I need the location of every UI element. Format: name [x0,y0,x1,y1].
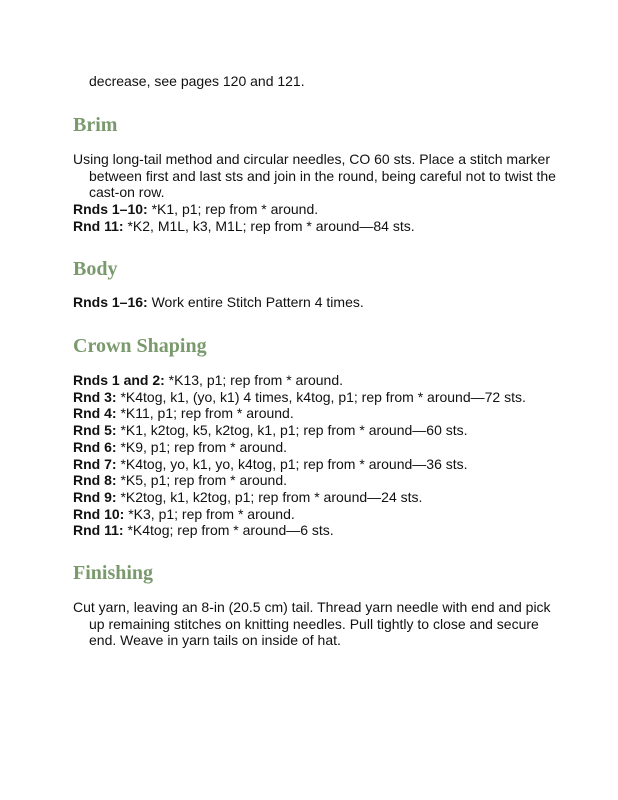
round-label: Rnds 1 and 2: [73,372,165,388]
round-instruction: *K4tog, yo, k1, yo, k4tog, p1; rep from * around—36 sts. [116,455,468,472]
round-row [73,456,553,473]
round-instruction: *K1, k2tog, k5, k2tog, k1, p1; rep from * around—60 sts. [116,422,468,439]
round-label: Rnd 8: [73,472,117,489]
round-instruction: *K2, M1L, k3, M1L; rep from * around—84 sts. [123,217,415,234]
round-row [73,201,553,218]
finishing-paragraph: Cut yarn, leaving an 8-in (20.5 cm) tail. Thread yarn needle with end and pick up remaining stitches on knitting needles. Pull tightly to close and secure end. Weave in yarn tails on inside of hat. [73,599,551,649]
round-instruction: *K2tog, k1, k2tog, p1; rep from * around—24 sts. [116,488,423,505]
round-label: Rnd 3: [73,388,117,405]
round-row [73,439,553,456]
body-rounds [73,294,553,311]
round-instruction: *K11, p1; rep from * around. [116,405,294,422]
round-instruction: *K5, p1; rep from * around. [116,472,287,489]
round-instruction: *K9, p1; rep from * around. [116,438,287,455]
round-instruction: Work entire Stitch Pattern 4 times. [147,294,364,310]
round-label: Rnd 5: [73,422,117,439]
round-instruction: *K4tog; rep from * around—6 sts. [123,522,334,539]
crown-shaping-heading: Crown Shaping [73,335,207,357]
round-row [73,372,553,389]
round-label: Rnds 1–16: [73,294,148,310]
round-label: Rnd 7: [73,455,117,472]
finishing-heading: Finishing [73,562,154,584]
round-label: Rnd 4: [73,405,117,422]
brim-heading: Brim [73,114,118,136]
intro-continuation: decrease, see pages 120 and 121. [89,73,305,89]
round-label: Rnd 9: [73,488,117,505]
round-row [73,389,553,406]
round-label: Rnd 10: [73,505,125,522]
round-row [73,422,553,439]
round-row [73,522,553,539]
round-instruction: *K13, p1; rep from * around. [164,372,344,388]
brim-paragraph: Using long-tail method and circular needles, CO 60 sts. Place a stitch marker between first and last sts and join in the round, being careful not to twist the cast-on row. [73,151,556,201]
round-instruction: *K3, p1; rep from * around. [124,505,295,522]
round-row [73,472,553,489]
round-row [73,506,553,523]
round-row [73,405,553,422]
brim-rounds [73,201,553,234]
round-instruction: *K1, p1; rep from * around. [147,201,319,217]
round-label: Rnd 11: [73,217,124,234]
round-label: Rnd 6: [73,438,117,455]
body-heading: Body [73,258,118,280]
round-instruction: *K4tog, k1, (yo, k1) 4 times, k4tog, p1; rep from * around—72 sts. [116,388,526,405]
round-label: Rnd 11: [73,522,124,539]
round-row [73,489,553,506]
round-row [73,218,553,235]
round-label: Rnds 1–10: [73,201,148,217]
round-row [73,294,553,311]
crown-rounds [73,372,553,539]
